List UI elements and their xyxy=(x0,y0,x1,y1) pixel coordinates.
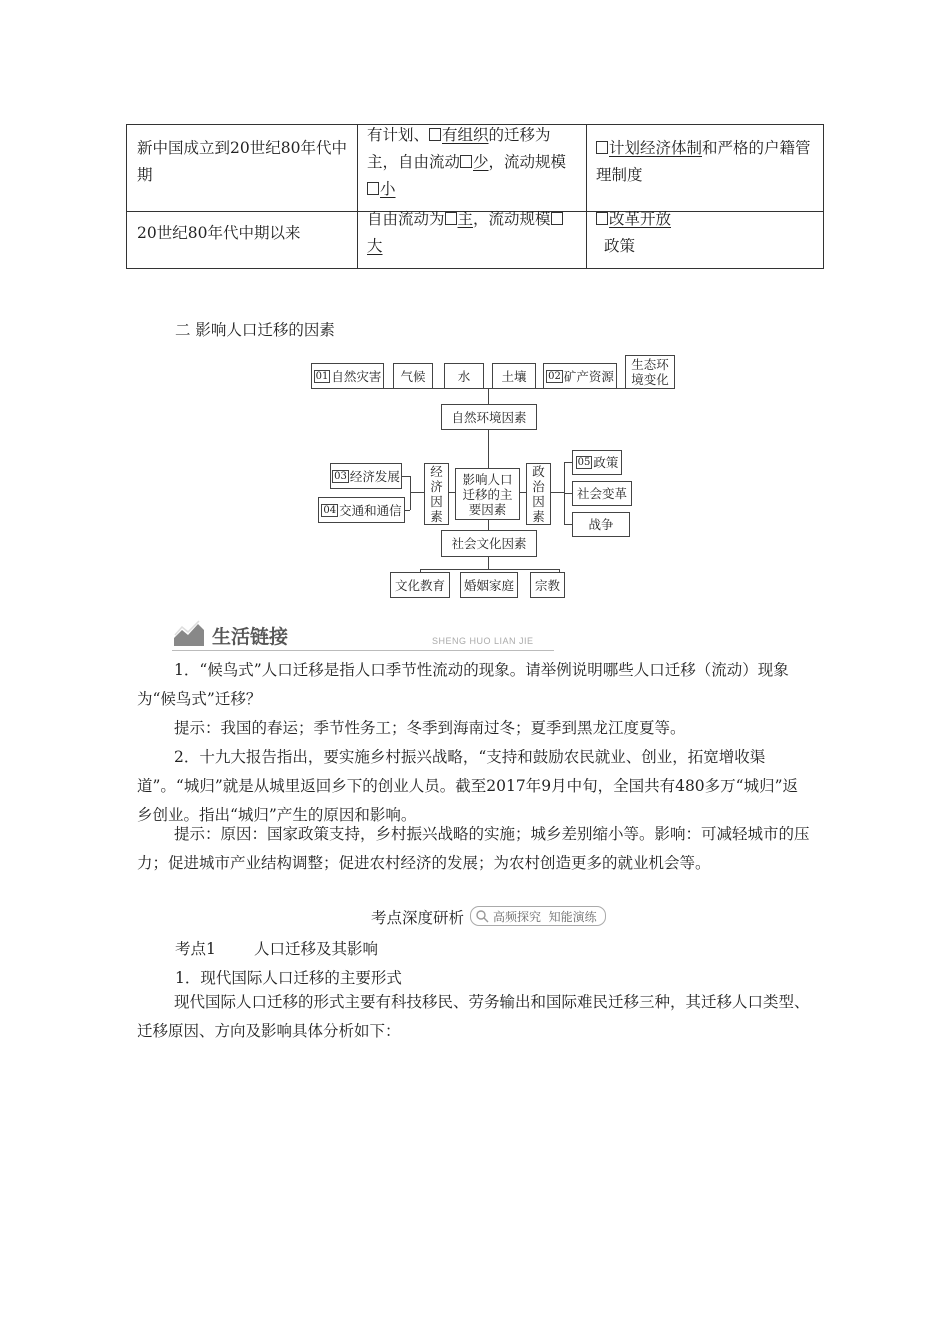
blank-answer: 小 xyxy=(367,180,396,198)
table-col-divider xyxy=(586,125,587,268)
depth-analysis-title: 考点深度研析 xyxy=(371,909,465,927)
blank-box-icon xyxy=(429,128,441,141)
blank-box-icon xyxy=(460,155,472,168)
political-factor: 政治因素 xyxy=(526,463,551,525)
factor-climate: 气候 xyxy=(393,363,433,389)
life-link-banner xyxy=(172,620,554,652)
factor-economic-development: 03 经济发展 xyxy=(330,463,402,489)
blank-box-icon xyxy=(551,212,563,225)
row2-period: 20世纪80年代中期以来 xyxy=(137,224,301,242)
factor-policy: 05 政策 xyxy=(572,450,622,475)
search-icon xyxy=(475,909,489,923)
natural-environment-factor: 自然环境因素 xyxy=(441,404,537,430)
depth-analysis-badge: 高频探究 知能演练 xyxy=(470,906,606,926)
factor-war: 战争 xyxy=(572,512,630,537)
blank-answer: 大 xyxy=(367,210,564,255)
migration-period-table xyxy=(126,124,824,269)
banner-subtitle: SHENG HUO LIAN JIE xyxy=(432,636,534,646)
life-question-1: 1．“候鸟式”人口迁移是指人口季节性流动的现象。请举例说明哪些人口迁移（流动）现象为“候鸟式”迁移？ xyxy=(137,661,789,708)
factor-transport-communication: 04 交通和通信 xyxy=(318,497,405,523)
factor-social-change: 社会变革 xyxy=(572,481,632,506)
subsection-title: 1．现代国际人口迁移的主要形式 xyxy=(175,969,402,987)
factor-religion: 宗教 xyxy=(530,572,565,598)
key-point-title: 人口迁移及其影响 xyxy=(254,940,379,958)
blank-answer: 改革开放 xyxy=(596,210,671,228)
banner-title: 生活链接 xyxy=(212,626,289,648)
factor-mineral-resources: 02 矿产资源 xyxy=(543,363,617,389)
table-col-divider xyxy=(357,125,358,268)
blank-box-icon xyxy=(596,212,608,225)
key-point-number: 考点1 xyxy=(175,940,216,958)
intro-paragraph: 现代国际人口迁移的形式主要有科技移民、劳务输出和国际难民迁移三种，其迁移人口类型、迁移原因、方向及影响具体分析如下： xyxy=(137,993,810,1040)
blank-answer: 有组织 xyxy=(429,126,489,144)
factor-soil: 土壤 xyxy=(492,363,536,389)
blank-answer: 少 xyxy=(460,153,489,171)
blank-answer: 主 xyxy=(445,210,474,228)
section-title: 二 影响人口迁移的因素 xyxy=(175,321,335,339)
life-answer-2: 提示：原因：国家政策支持，乡村振兴战略的实施；城乡差别缩小等。影响：可减轻城市的压力；促进城市产业结构调整；促进农村经济的发展；为农村创造更多的就业机会等。 xyxy=(137,825,810,872)
factor-natural-disaster: 01 自然灾害 xyxy=(311,363,384,389)
factor-education: 文化教育 xyxy=(390,572,450,598)
factor-marriage-family: 婚姻家庭 xyxy=(460,572,518,598)
blank-box-icon xyxy=(445,212,457,225)
economic-factor: 经济因素 xyxy=(424,463,449,525)
life-question-2: 2．十九大报告指出，要实施乡村振兴战略，“支持和鼓励农民就业、创业，拓宽增收渠道”。“城归”就是从城里返回乡下的创业人员。截至2017年9月中旬，全国共有480多万“城归”返乡创业。指出“城归”产生的原因和影响。 xyxy=(137,748,799,824)
factor-water: 水 xyxy=(444,363,484,389)
social-culture-factor: 社会文化因素 xyxy=(441,530,537,557)
row1-reason: 计划经济体制和严格的户籍管理制度 xyxy=(596,139,811,184)
blank-box-icon xyxy=(367,182,379,195)
row2-reason: 改革开放 政策 xyxy=(596,206,818,260)
blank-box-icon xyxy=(596,141,608,154)
row1-feature: 有计划、 有组织的迁移为主，自由流动 少，流动规模小 xyxy=(367,126,567,198)
life-answer-1: 提示：我国的春运；季节性务工；冬季到海南过冬；夏季到黑龙江度夏等。 xyxy=(174,719,686,737)
factor-ecological-change: 生态环境变化 xyxy=(625,355,675,389)
banner-underline xyxy=(172,650,554,651)
blank-answer: 计划经济体制 xyxy=(596,139,702,157)
trend-chart-icon xyxy=(172,620,206,648)
row2-feature: 自由流动为 主，流动规模大 xyxy=(367,206,577,260)
row1-period: 新中国成立到20世纪80年代中期 xyxy=(137,139,347,184)
main-factors-center: 影响人口迁移的主要因素 xyxy=(455,468,520,520)
